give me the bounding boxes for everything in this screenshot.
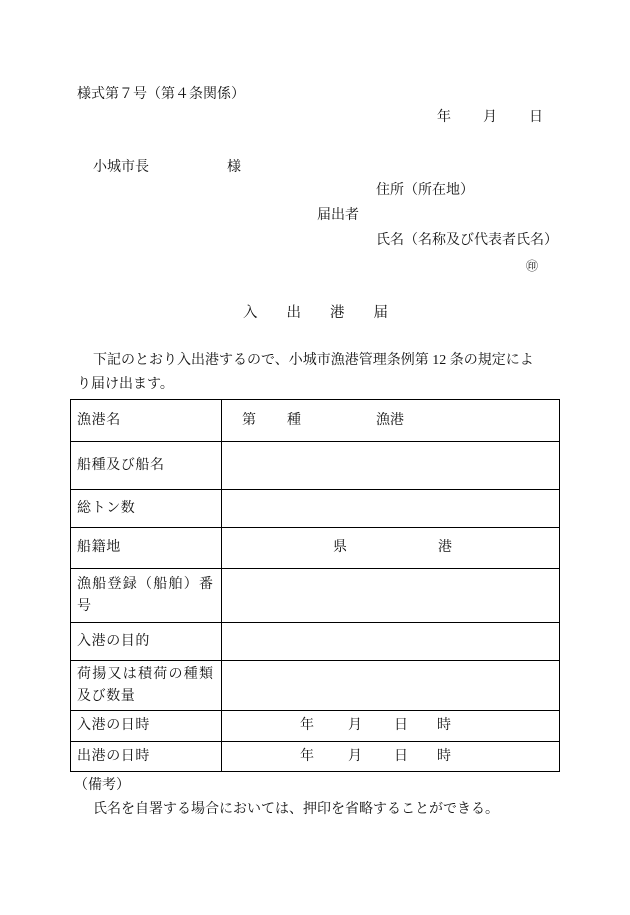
label-cell [71,528,222,568]
row-label-line-2: 号 [77,598,92,614]
document-title: 入 出 港 届 [243,305,388,321]
entry-exit-table [70,399,560,772]
remarks-text: 氏名を自署する場合においては、押印を省略することができる。 [93,802,499,817]
row-label: 入港の目的 [77,633,150,649]
value-cell [222,661,559,710]
addressee-honorific: 様 [227,160,241,175]
date-day-label: 日 [529,110,543,125]
row-label-line-1: 漁船登録（船舶）番 [77,576,213,592]
value-cell [222,623,559,660]
row-label: 漁港名 [77,412,121,428]
applicant-role-label: 届出者 [317,208,359,223]
table-row-port-of-registry [71,528,559,569]
row-label: 船種及び船名 [77,457,165,473]
row-label-line-2: 及び数量 [77,688,136,704]
value-cell [222,711,559,741]
table-row-registration-number [71,569,559,623]
table-row-purpose-of-entry [71,623,559,661]
table-row-exit-datetime [71,742,559,771]
seal-mark: ㊞ [526,259,539,273]
table-row-gross-tonnage [71,490,559,528]
label-cell [71,661,222,710]
value-cell [222,442,559,489]
value-part-year: 年 [300,748,314,764]
value-part-month: 月 [348,718,362,733]
remarks-heading: （備考） [74,778,130,793]
label-cell [71,623,222,660]
value-cell [222,490,559,527]
value-part-hour: 時 [437,718,451,733]
value-cell [222,742,559,771]
table-row-vessel-type-name [71,442,559,490]
table-row-entry-datetime [71,711,559,742]
date-year-label: 年 [437,110,451,125]
addressee-name: 小城市長 [93,160,149,175]
row-label: 船籍地 [77,540,121,555]
label-cell [71,490,222,527]
row-label: 入港の日時 [77,718,150,733]
value-part-year: 年 [300,718,314,733]
row-label: 出港の日時 [77,748,150,764]
form-number: 様式第７号（第４条関係） [77,87,245,102]
label-cell [71,569,222,622]
table-row-cargo-type-quantity [71,661,559,711]
table-row-fishing-port [71,400,559,442]
value-part-port: 港 [438,540,452,555]
label-cell [71,711,222,741]
applicant-address-label: 住所（所在地） [376,183,474,198]
value-part-port-suffix: 漁港 [376,412,404,428]
value-cell [222,400,559,441]
value-part-prefecture: 県 [333,540,347,555]
date-month-label: 月 [483,110,497,125]
value-cell [222,528,559,568]
label-cell [71,442,222,489]
value-part-hour: 時 [437,748,451,764]
value-cell [222,569,559,622]
value-part-month: 月 [348,748,362,764]
row-label-line-1: 荷揚又は積荷の種類 [77,666,213,682]
value-part-class-suffix: 種 [287,412,301,428]
applicant-name-label: 氏名（名称及び代表者氏名） [376,233,558,248]
label-cell [71,742,222,771]
body-text-line-1: 下記のとおり入出港するので、小城市漁港管理条例第 12 条の規定によ [93,353,534,368]
body-text-line-2: り届け出ます。 [77,377,174,392]
value-part-day: 日 [394,748,408,764]
row-label: 総トン数 [77,500,136,516]
label-cell [71,400,222,441]
value-part-day: 日 [394,718,408,733]
value-part-class-prefix: 第 [242,412,256,428]
